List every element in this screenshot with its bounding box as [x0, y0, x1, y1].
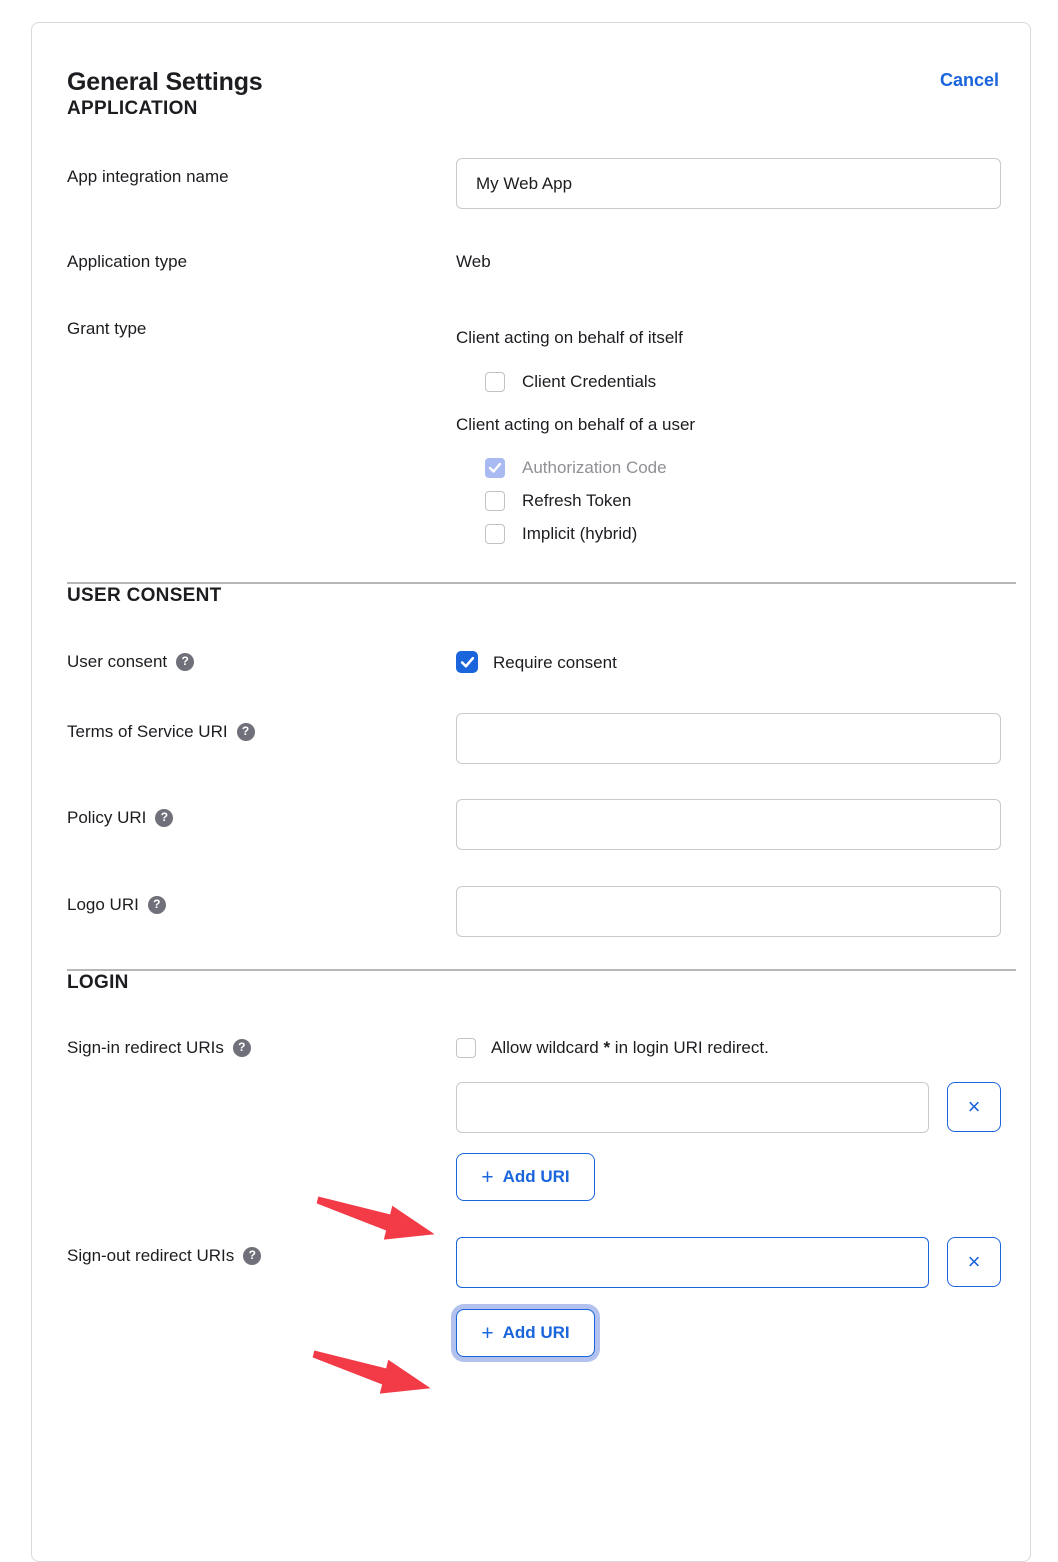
add-sign-out-uri-button[interactable]: + Add URI [456, 1309, 595, 1357]
policy-uri-row [67, 799, 999, 850]
authorization-code-label: Authorization Code [522, 458, 667, 477]
allow-wildcard-checkbox[interactable] [456, 1038, 476, 1058]
terms-of-service-input[interactable] [456, 713, 1001, 764]
help-icon[interactable]: ? [148, 896, 166, 914]
help-icon[interactable]: ? [233, 1039, 251, 1057]
terms-of-service-label: Terms of Service URI [67, 722, 228, 741]
implicit-hybrid-label: Implicit (hybrid) [522, 524, 638, 543]
sign-in-uri-input[interactable] [456, 1082, 929, 1133]
refresh-token-label: Refresh Token [522, 491, 632, 510]
help-icon[interactable]: ? [155, 809, 173, 827]
app-integration-name-label: App integration name [67, 167, 229, 186]
refresh-token-checkbox[interactable] [485, 491, 505, 511]
wildcard-checkbox-row [456, 1037, 1001, 1058]
help-icon[interactable]: ? [237, 723, 255, 741]
plus-icon: + [481, 1165, 494, 1189]
grant-type-row [67, 318, 999, 544]
section-heading-application: APPLICATION [67, 98, 198, 119]
help-icon[interactable]: ? [243, 1247, 261, 1265]
page-title: General Settings [67, 68, 263, 96]
help-icon[interactable]: ? [176, 653, 194, 671]
grant-type-label: Grant type [67, 319, 147, 338]
remove-sign-in-uri-button[interactable] [947, 1082, 1001, 1132]
check-icon [488, 462, 502, 474]
policy-uri-label: Policy URI [67, 808, 147, 827]
checkbox-row-client-credentials [485, 371, 999, 392]
general-settings-card [31, 22, 1031, 1562]
application-type-value: Web [456, 252, 491, 271]
application-type-label: Application type [67, 252, 188, 271]
logo-uri-label: Logo URI [67, 895, 139, 914]
client-credentials-label: Client Credentials [522, 372, 657, 391]
require-consent-label: Require consent [493, 652, 617, 672]
app-integration-name-input[interactable] [456, 158, 1001, 209]
logo-uri-row [67, 886, 999, 937]
sign-in-redirect-row [67, 1037, 999, 1201]
grant-group-self-title: Client acting on behalf of itself [456, 328, 683, 347]
checkbox-row-authorization-code [485, 457, 999, 478]
sign-in-uri-line [456, 1082, 1001, 1133]
remove-sign-out-uri-button[interactable] [947, 1237, 1001, 1287]
close-icon: × [967, 1094, 981, 1119]
user-consent-label: User consent [67, 652, 168, 671]
section-heading-login: LOGIN [67, 972, 129, 993]
section-heading-user-consent: USER CONSENT [67, 585, 222, 606]
implicit-hybrid-checkbox[interactable] [485, 524, 505, 544]
policy-uri-input[interactable] [456, 799, 1001, 850]
card-header [67, 67, 999, 97]
app-integration-name-row [67, 158, 999, 209]
require-consent-checkbox[interactable] [456, 651, 478, 673]
application-type-row [67, 251, 999, 272]
wildcard-star: * [603, 1038, 611, 1057]
grant-group-user-title: Client acting on behalf of a user [456, 415, 696, 434]
checkbox-row-refresh-token [485, 490, 999, 511]
client-credentials-checkbox[interactable] [485, 372, 505, 392]
logo-uri-input[interactable] [456, 886, 1001, 937]
sign-out-redirect-row [67, 1237, 999, 1357]
cancel-button[interactable]: Cancel [939, 70, 999, 90]
plus-icon: + [481, 1321, 494, 1345]
allow-wildcard-label: Allow wildcard * in login URI redirect. [491, 1038, 769, 1057]
close-icon: × [967, 1249, 981, 1274]
checkbox-row-implicit-hybrid [485, 523, 999, 544]
sign-out-uri-line [456, 1237, 1001, 1288]
add-sign-in-uri-button[interactable]: + Add URI [456, 1153, 595, 1201]
sign-out-redirect-label: Sign-out redirect URIs [67, 1246, 235, 1265]
terms-of-service-row [67, 713, 999, 764]
sign-in-redirect-label: Sign-in redirect URIs [67, 1038, 224, 1057]
check-icon [460, 656, 475, 669]
user-consent-row [67, 651, 999, 673]
sign-out-uri-input[interactable] [456, 1237, 929, 1288]
authorization-code-checkbox [485, 458, 505, 478]
